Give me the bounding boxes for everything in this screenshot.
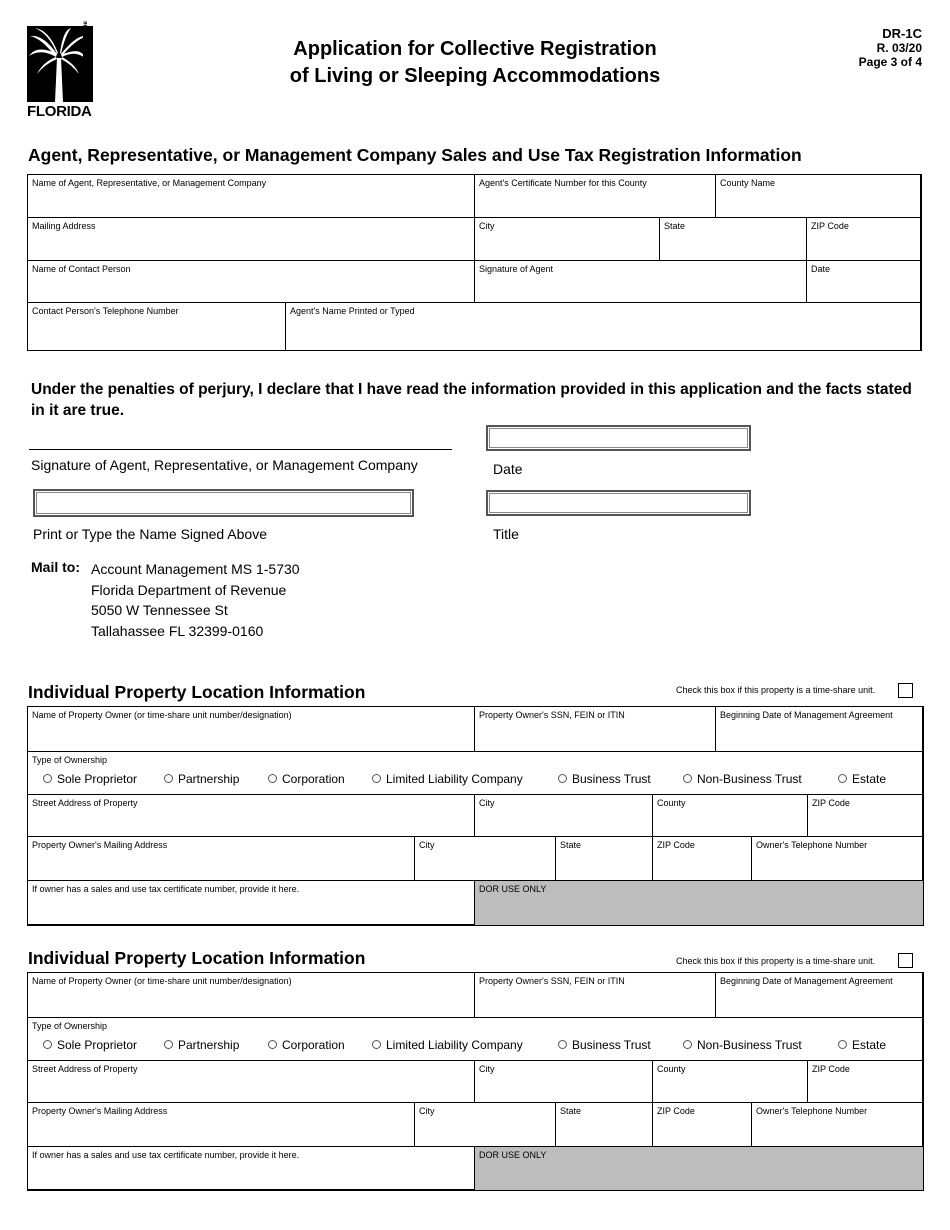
property-table <box>27 972 923 1190</box>
property-heading: Individual Property Location Information <box>28 682 366 702</box>
agent-signature-label: Signature of Agent <box>479 264 554 274</box>
owner-name-field[interactable] <box>27 972 475 1018</box>
radio-partnership[interactable] <box>164 772 239 786</box>
owner-mailing-field[interactable] <box>27 1102 415 1147</box>
agent-signature-field[interactable] <box>474 260 807 303</box>
agent-mailing-label: Mailing Address <box>32 221 96 231</box>
owner-cert-label: If owner has a sales and use tax certificate number, provide it here. <box>32 884 300 894</box>
form-meta <box>859 27 922 69</box>
property-county-label: County <box>657 798 686 808</box>
radio-label: Partnership <box>178 772 240 786</box>
ownership-type-label: Type of Ownership <box>32 755 108 765</box>
owner-name-label: Name of Property Owner (or time-share unit number/designation) <box>32 976 292 986</box>
ownership-type-label: Type of Ownership <box>32 1021 108 1031</box>
radio-non-business-trust[interactable] <box>683 772 802 786</box>
address-line3: 5050 W Tennessee St <box>91 602 228 618</box>
radio-label: Non-Business Trust <box>697 772 802 786</box>
timeshare-label: Check this box if this property is a time-share unit. <box>676 956 876 966</box>
timeshare-checkbox[interactable] <box>898 683 913 698</box>
agent-table <box>27 174 921 351</box>
declaration-date-input[interactable] <box>486 425 751 451</box>
radio-label: Estate <box>852 1038 887 1052</box>
owner-phone-field[interactable] <box>751 836 924 881</box>
timeshare-label: Check this box if this property is a time-share unit. <box>676 685 876 695</box>
radio-label: Corporation <box>282 1038 345 1052</box>
agent-date-label: Date <box>811 264 831 274</box>
owner-phone-label: Owner's Telephone Number <box>756 1106 868 1116</box>
begin-date-label: Beginning Date of Management Agreement <box>720 976 893 986</box>
print-name-input[interactable] <box>33 489 414 517</box>
owner-ssn-label: Property Owner's SSN, FEIN or ITIN <box>479 976 625 986</box>
radio-label: Corporation <box>282 772 345 786</box>
owner-city-field[interactable] <box>414 836 556 881</box>
title-input[interactable] <box>486 490 751 516</box>
street-address-label: Street Address of Property <box>32 798 138 808</box>
owner-city-field[interactable] <box>414 1102 556 1147</box>
address-line4: Tallahassee FL 32399-0160 <box>91 622 264 639</box>
owner-zip-label: ZIP Code <box>657 1106 695 1116</box>
owner-ssn-field[interactable] <box>474 972 716 1018</box>
owner-phone-field[interactable] <box>751 1102 924 1147</box>
owner-state-label: State <box>560 840 582 850</box>
print-name-label: Print or Type the Name Signed Above <box>33 526 267 542</box>
radio-sole-proprietor[interactable] <box>43 1038 137 1052</box>
street-address-field[interactable] <box>27 1060 475 1103</box>
mailing-address <box>91 559 300 641</box>
property-city-field[interactable] <box>474 794 653 837</box>
radio-label: Business Trust <box>572 1038 651 1052</box>
contact-person-field[interactable] <box>27 260 475 303</box>
property-heading: Individual Property Location Information <box>28 948 366 968</box>
signature-line[interactable] <box>29 449 452 450</box>
owner-name-label: Name of Property Owner (or time-share unit number/designation) <box>32 710 292 720</box>
owner-ssn-field[interactable] <box>474 706 716 752</box>
declaration-text: Under the penalties of perjury, I declare that I have read the information provided in this application and the facts stated in it are true. <box>31 381 912 419</box>
property-city-field[interactable] <box>474 1060 653 1103</box>
owner-mailing-field[interactable] <box>27 836 415 881</box>
owner-zip-label: ZIP Code <box>657 840 695 850</box>
county-name-label: County Name <box>720 178 776 188</box>
agent-printed-name-field[interactable] <box>285 302 922 351</box>
ownership-type-group <box>27 1017 924 1061</box>
dor-use-only-area <box>474 1146 924 1191</box>
owner-state-field[interactable] <box>555 836 653 881</box>
florida-logo <box>27 20 93 120</box>
form-id: DR-1C <box>882 26 922 41</box>
property-county-field[interactable] <box>652 794 808 837</box>
agent-city-field[interactable] <box>474 217 660 261</box>
radio-label: Estate <box>852 772 887 786</box>
radio-estate[interactable] <box>838 772 886 786</box>
radio-corporation[interactable] <box>268 772 345 786</box>
owner-city-label: City <box>419 1106 435 1116</box>
owner-cert-label: If owner has a sales and use tax certificate number, provide it here. <box>32 1150 300 1160</box>
declaration-date-label: Date <box>493 461 523 477</box>
radio-business-trust[interactable] <box>558 1038 651 1052</box>
begin-date-field[interactable] <box>715 706 924 752</box>
agent-state-field[interactable] <box>659 217 807 261</box>
address-line1: Account Management MS 1-5730 <box>91 561 300 577</box>
radio-llc[interactable] <box>372 772 523 786</box>
radio-llc[interactable] <box>372 1038 523 1052</box>
contact-person-label: Name of Contact Person <box>32 264 131 274</box>
title-label: Title <box>493 526 519 542</box>
street-address-label: Street Address of Property <box>32 1064 138 1074</box>
radio-corporation[interactable] <box>268 1038 345 1052</box>
radio-non-business-trust[interactable] <box>683 1038 802 1052</box>
contact-phone-field[interactable] <box>27 302 286 351</box>
agent-section-heading: Agent, Representative, or Management Company Sales and Use Tax Registration Information <box>28 145 802 165</box>
owner-city-label: City <box>419 840 435 850</box>
agent-state-label: State <box>664 221 686 231</box>
owner-state-label: State <box>560 1106 582 1116</box>
agent-date-field[interactable] <box>806 260 922 303</box>
radio-partnership[interactable] <box>164 1038 239 1052</box>
dor-use-only-label: DOR USE ONLY <box>479 1150 547 1160</box>
owner-cert-field[interactable] <box>27 1146 475 1191</box>
property-table <box>27 706 923 925</box>
agent-mailing-field[interactable] <box>27 217 475 261</box>
property-zip-field[interactable] <box>807 794 924 837</box>
agent-cert-field[interactable] <box>474 174 716 218</box>
agent-cert-label: Agent's Certificate Number for this County <box>479 178 647 188</box>
street-address-field[interactable] <box>27 794 475 837</box>
radio-label: Sole Proprietor <box>57 772 138 786</box>
radio-label: Limited Liability Company <box>386 1038 523 1052</box>
property-zip-field[interactable] <box>807 1060 924 1103</box>
agent-name-field[interactable] <box>27 174 475 218</box>
radio-sole-proprietor[interactable] <box>43 772 137 786</box>
logo-florida-text: FLORIDA <box>27 103 92 120</box>
agent-zip-field[interactable] <box>806 217 922 261</box>
page-number: Page 3 of 4 <box>858 55 922 69</box>
owner-zip-field[interactable] <box>652 1102 752 1147</box>
radio-estate[interactable] <box>838 1038 886 1052</box>
logo-dept-text: Department of Revenue <box>82 20 89 96</box>
property-zip-label: ZIP Code <box>812 1064 850 1074</box>
property-city-label: City <box>479 798 495 808</box>
owner-name-field[interactable] <box>27 706 475 752</box>
radio-label: Non-Business Trust <box>697 1038 802 1052</box>
form-title <box>240 36 710 90</box>
radio-label: Partnership <box>178 1038 240 1052</box>
begin-date-field[interactable] <box>715 972 924 1018</box>
mail-to-label: Mail to: <box>31 559 80 575</box>
owner-ssn-label: Property Owner's SSN, FEIN or ITIN <box>479 710 625 720</box>
radio-business-trust[interactable] <box>558 772 651 786</box>
dor-use-only-label: DOR USE ONLY <box>479 884 547 894</box>
owner-phone-label: Owner's Telephone Number <box>756 840 868 850</box>
property-county-field[interactable] <box>652 1060 808 1103</box>
begin-date-label: Beginning Date of Management Agreement <box>720 710 893 720</box>
dor-use-only-area <box>474 880 924 926</box>
ownership-type-group <box>27 751 924 795</box>
owner-zip-field[interactable] <box>652 836 752 881</box>
contact-phone-label: Contact Person's Telephone Number <box>32 306 179 316</box>
radio-label: Business Trust <box>572 772 651 786</box>
agent-printed-name-label: Agent's Name Printed or Typed <box>290 306 415 316</box>
agent-name-label: Name of Agent, Representative, or Management Company <box>32 178 267 188</box>
radio-label: Limited Liability Company <box>386 772 523 786</box>
form-revision: R. 03/20 <box>876 41 922 55</box>
declaration-signature-label: Signature of Agent, Representative, or Management Company <box>31 457 418 473</box>
timeshare-checkbox[interactable] <box>898 953 913 968</box>
property-zip-label: ZIP Code <box>812 798 850 808</box>
county-name-field[interactable] <box>715 174 922 218</box>
owner-mailing-label: Property Owner's Mailing Address <box>32 840 168 850</box>
radio-label: Sole Proprietor <box>57 1038 138 1052</box>
form-title-line1: Application for Collective Registration <box>293 38 657 60</box>
agent-zip-label: ZIP Code <box>811 221 849 231</box>
owner-mailing-label: Property Owner's Mailing Address <box>32 1106 168 1116</box>
property-city-label: City <box>479 1064 495 1074</box>
address-line2: Florida Department of Revenue <box>91 581 287 598</box>
property-county-label: County <box>657 1064 686 1074</box>
owner-state-field[interactable] <box>555 1102 653 1147</box>
agent-city-label: City <box>479 221 495 231</box>
owner-cert-field[interactable] <box>27 880 475 926</box>
form-title-line2: of Living or Sleeping Accommodations <box>289 65 661 87</box>
